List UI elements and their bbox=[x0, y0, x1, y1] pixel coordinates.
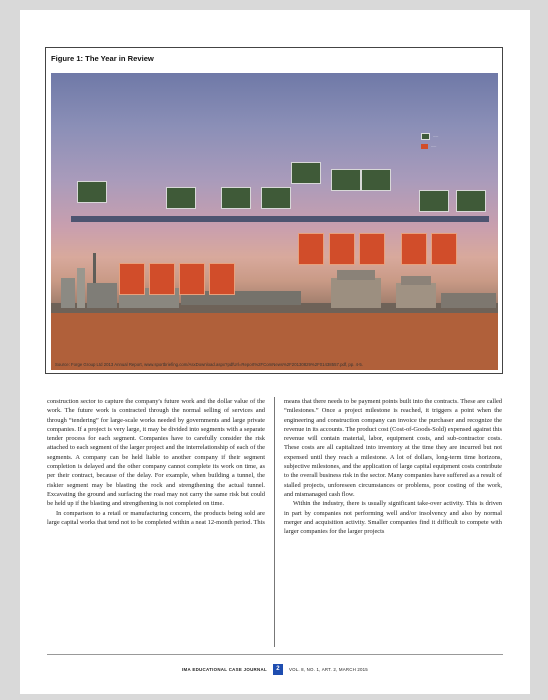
milestone-box bbox=[209, 263, 235, 295]
milestone-box bbox=[456, 190, 486, 212]
figure-source: Source: Forge Group Ltd 2013 Annual Report, www.sportbriefing.com/AsxDownload.aspx?pdfUrl=Report%2FComNews%2F20130829%2F01438557.pdf, pp. 4-5. bbox=[55, 362, 363, 367]
milestone-box bbox=[221, 187, 251, 209]
milestone-box bbox=[261, 187, 291, 209]
milestone-box bbox=[149, 263, 175, 295]
footer-rule bbox=[47, 654, 503, 655]
journal-name: IMA EDUCATIONAL CASE JOURNAL bbox=[182, 666, 267, 672]
timeline-legend bbox=[421, 133, 438, 153]
milestone-box bbox=[359, 233, 385, 265]
legend-item: ⎯⎯⎯⎯ bbox=[421, 144, 438, 149]
milestone-box bbox=[431, 233, 457, 265]
milestone-box bbox=[77, 181, 107, 203]
figure-1 bbox=[45, 47, 503, 374]
body-column-left bbox=[47, 397, 265, 527]
legend-swatch-green bbox=[421, 133, 430, 140]
paragraph: In comparison to a retail or manufacturing concern, the products being sold are large capital works that tend not to be completed within a neat 12-month period. This bbox=[47, 509, 265, 526]
paragraph: means that there needs to be payment points built into the contracts. These are called “milestones.” Once a project milestone is reached, it triggers a point when the engineering and construction company can invoice the purchaser and recognize the revenue in its accounts. The product cost (Cost-of-Goods-Sold) expensed against this revenue will contain material, labor, equipment costs, and sub-contractor costs. These costs are all capitalized into inventory at the time they are incurred but not expensed until they reach a milestone. A lot of dollars, long-term time horizons, subjective milestones, and the application of large capital equipment costs contribute to the overall business risk in the sector. Many companies have suffered as a result of stalled projects, unforeseen circumstances or problems, poor costing of the work, and mismanaged cash flow. bbox=[284, 398, 503, 498]
page-number: 2 bbox=[273, 664, 283, 675]
milestone-box bbox=[401, 233, 427, 265]
timeline-axis bbox=[71, 216, 489, 222]
milestone-box bbox=[331, 169, 361, 191]
milestone-box bbox=[298, 233, 324, 265]
paragraph: construction sector to capture the company's future work and the dollar value of the work. The future work is contracted through the normal selling of services and through “tendering” for large-scale works needed by governments and large private companies. If a project is very large, it may be divided into segments with a separate tender process for each segment. Companies have to carefully consider the risk attached to each segment of the larger project and the interrelationship of each of the segments. A company can be held liable to another company if their segment completion is delayed and the other company cannot complete its work on time, as per their contract, because of the delay. For example, when building a tunnel, the riskier segment may be blasting the rock and strengthening the actual tunnel. Excavating the ground and surfacing the road may not carry the same risk but could be held up if the blasting and strengthening is not completed on time. bbox=[47, 398, 265, 508]
milestone-box bbox=[119, 263, 145, 295]
paragraph: Within the industry, there is usually significant take-over activity. This is driven in part by companies not performing well and/or insolvency and also by normal merger and acquisition activity. Smaller companies find it difficult to compete with larger companies for the larger projects bbox=[284, 500, 502, 536]
figure-title: Figure 1: The Year in Review bbox=[51, 54, 154, 63]
legend-item: ⎯⎯⎯⎯ bbox=[421, 133, 438, 140]
body-column-right bbox=[284, 397, 502, 536]
page-footer bbox=[20, 662, 530, 676]
issue-info: VOL. 8, NO. 1, ART. 2, MARCH 2015 bbox=[288, 666, 368, 672]
timeline-photo bbox=[51, 73, 498, 370]
milestone-box bbox=[166, 187, 196, 209]
column-divider bbox=[274, 397, 275, 647]
journal-page bbox=[20, 10, 530, 694]
milestone-box bbox=[291, 162, 321, 184]
milestone-box bbox=[361, 169, 391, 191]
milestone-box bbox=[179, 263, 205, 295]
legend-swatch-red bbox=[421, 144, 428, 149]
milestone-box bbox=[329, 233, 355, 265]
milestone-box bbox=[419, 190, 449, 212]
